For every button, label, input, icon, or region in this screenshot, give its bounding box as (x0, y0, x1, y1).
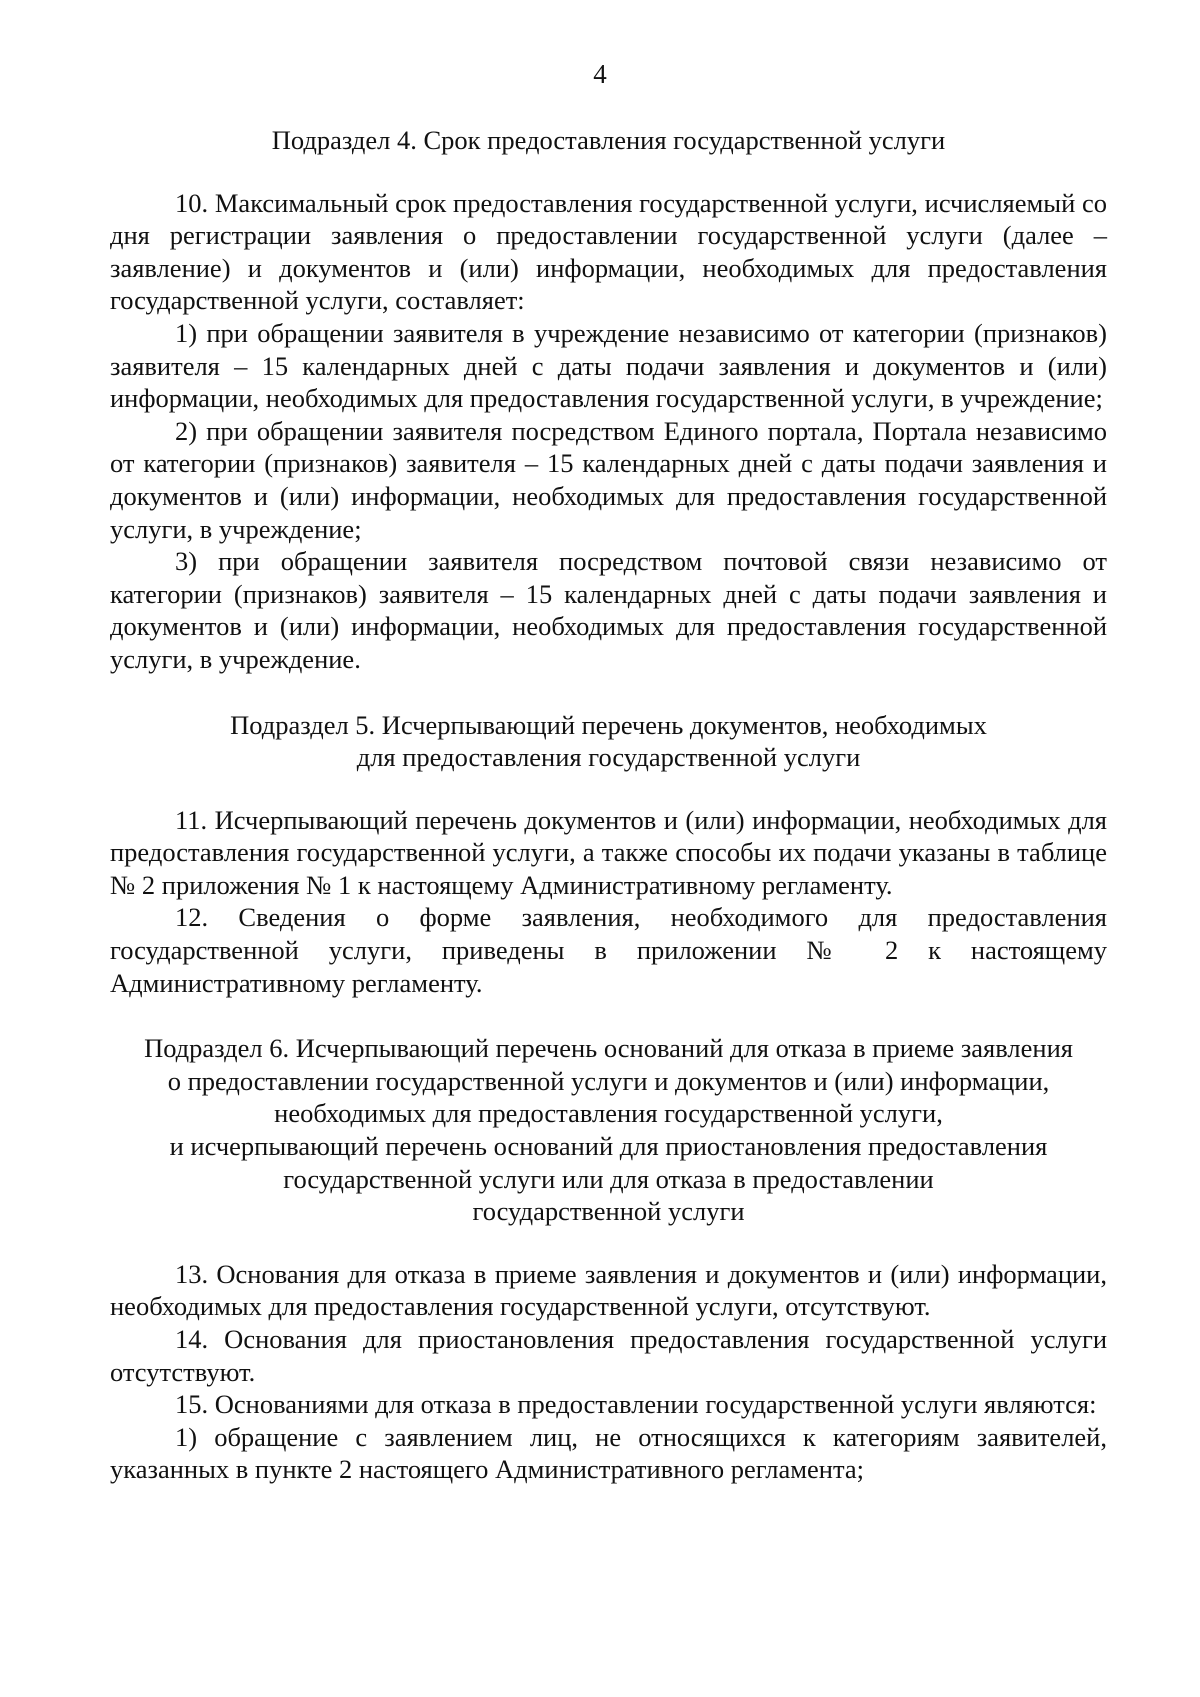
page-number: 4 (593, 59, 607, 89)
heading-line: и исчерпывающий перечень оснований для приостановления предоставления (169, 1131, 1048, 1162)
subsection-6-heading (110, 1032, 1107, 1228)
paragraph-14: 14. Основания для приостановления предоставления государственной услуги отсутствуют. (110, 1324, 1107, 1387)
paragraph-15: 15. Основаниями для отказа в предоставлении государственной услуги являются: (175, 1389, 1097, 1420)
paragraph-10: 10. Максимальный срок предоставления государственной услуги, исчисляемый со дня регистрации заявления о предоставлении государственной услуги (далее – заявление) и документов и (или) информации, необходимых для предоставления государственной услуги, составляет: (110, 187, 1107, 316)
spacer (110, 1228, 1107, 1258)
heading-line: необходимых для предоставления государственной услуги, (274, 1098, 943, 1129)
paragraph-10-item-3: 3) при обращении заявителя посредством почтовой связи независимо от категории (признаков) заявителя – 15 календарных дней с даты подачи заявления и документов и (или) информации, необходимых для предоставления государственной услуги, в учреждение. (110, 546, 1107, 674)
heading-line: Подраздел 6. Исчерпывающий перечень оснований для отказа в приеме заявления (144, 1033, 1073, 1064)
paragraph-13: 13. Основания для отказа в приеме заявления и документов и (или) информации, необходимых для предоставления государственной услуги, отсутствуют. (110, 1258, 1107, 1322)
spacer (110, 774, 1107, 804)
paragraph-10-item-2: 2) при обращении заявителя посредством Единого портала, Портала независимо от категории (признаков) заявителя – 15 календарных дней с даты подачи заявления и документов и (или) информации, необходимых для предоставления государственной услуги, в учреждение; (110, 415, 1107, 544)
subsection-4-heading (110, 124, 1107, 157)
heading-line: Подраздел 5. Исчерпывающий перечень документов, необходимых (230, 709, 987, 740)
spacer (110, 157, 1107, 187)
paragraph-11: 11. Исчерпывающий перечень документов и (или) информации, необходимых для предоставления государственной услуги, а также способы их подачи указаны в таблице № 2 приложения № 1 к настоящему Административному регламенту. (110, 804, 1107, 900)
spacer (110, 999, 1107, 1032)
heading-line: о предоставлении государственной услуги и документов и (или) информации, (167, 1065, 1050, 1096)
paragraph-10-item-1: 1) при обращении заявителя в учреждение независимо от категории (признаков) заявителя – 15 календарных дней с даты подачи заявления и документов и (или) информации, необходимых для предоставления государственной услуги, в учреждение; (110, 317, 1107, 414)
spacer (110, 676, 1107, 709)
subsection-5-heading (110, 709, 1107, 774)
heading-line: государственной услуги (472, 1196, 745, 1227)
heading-line: для предоставления государственной услуги (356, 742, 861, 773)
paragraph-12: 12. Сведения о форме заявления, необходимого для предоставления государственной услуги, приведены в приложении № 2 к настоящему Административному регламенту. (110, 902, 1107, 998)
heading-line: государственной услуги или для отказа в предоставлении (283, 1163, 934, 1194)
heading-line: Подраздел 4. Срок предоставления государственной услуги (271, 125, 946, 155)
paragraph-15-item-1: 1) обращение с заявлением лиц, не относящихся к категориям заявителей, указанных в пункте 2 настоящего Административного регламента; (110, 1421, 1107, 1485)
document-body (110, 124, 1107, 1486)
